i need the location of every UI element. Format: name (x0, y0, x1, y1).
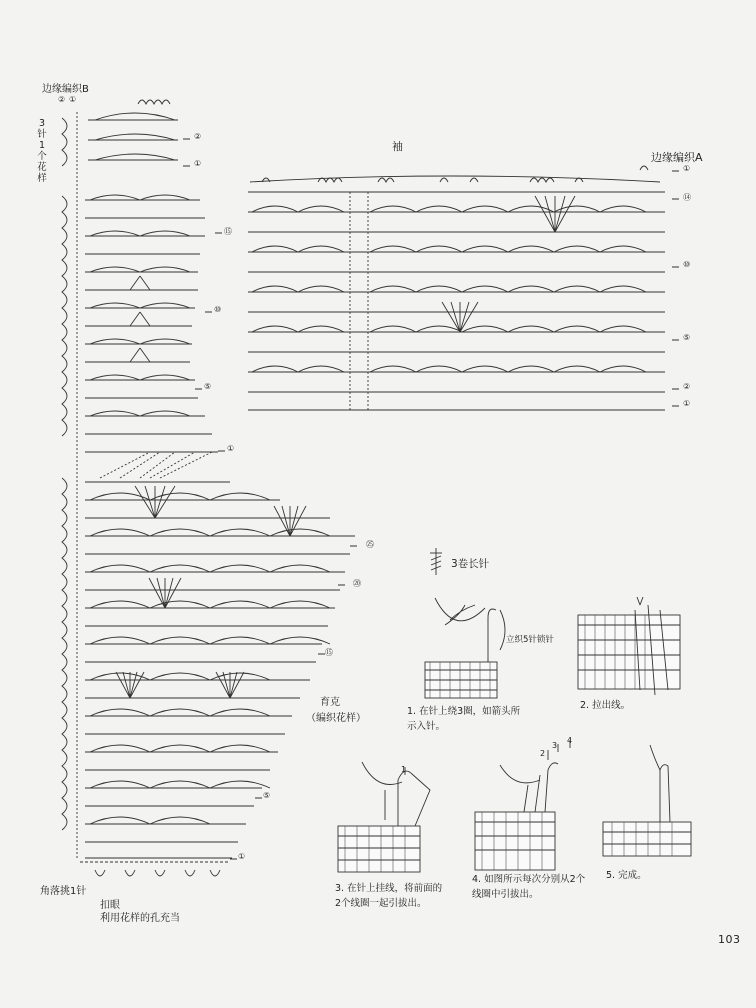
step-2-caption: 2. 拉出线。 (580, 700, 631, 711)
row-marker: ① (194, 159, 202, 168)
row-marker: ② (683, 382, 691, 391)
row-marker: ⑤ (683, 333, 691, 342)
yoke-subtitle: （编织花样） (306, 713, 366, 724)
edging-b-row-2: ② (58, 95, 66, 104)
edging-a-label: 边缘编织A (651, 151, 703, 164)
row-marker: ① (238, 852, 246, 861)
yoke-title: 育克 (320, 697, 340, 708)
page-number: 103 (718, 933, 741, 946)
buttonhole-label: 扣眼 (100, 900, 120, 911)
step-arrow-number: 4 (567, 736, 573, 745)
row-marker: ① (227, 444, 235, 453)
corner-label: 角落挑1针 (40, 886, 87, 897)
row-marker: ㉕ (366, 540, 374, 549)
row-marker: ⑤ (204, 382, 212, 391)
edging-b-row-1: ① (69, 95, 77, 104)
buttonhole-note: 利用花样的孔充当 (100, 913, 180, 924)
sleeve-label: 袖 (392, 140, 403, 153)
triple-treble-title: 3卷长针 (451, 558, 490, 570)
step-arrow-number: 1 (401, 765, 407, 774)
chain5-label: 立织5针锁针 (506, 635, 554, 645)
step-arrow-number: 2 (540, 749, 546, 758)
row-marker: ⑩ (214, 305, 222, 314)
row-marker: ⑮ (325, 648, 333, 657)
repeat-label: 3 针 1 个 花 样 (37, 118, 47, 184)
row-marker: ② (194, 132, 202, 141)
row-marker: ⑤ (263, 791, 271, 800)
row-marker: ① (683, 399, 691, 408)
step-4-caption: 4. 如图所示每次分别从2个 线圈中引拔出。 (472, 874, 586, 900)
step-5-caption: 5. 完成。 (606, 870, 647, 881)
row-marker: ① (683, 164, 691, 173)
row-marker: ⑳ (353, 579, 361, 588)
step-arrow-number: 3 (552, 741, 558, 750)
row-marker: ⑩ (683, 260, 691, 269)
step-1-caption: 1. 在针上绕3圈，如箭头所 示入针。 (407, 706, 521, 732)
row-marker: ⑮ (224, 227, 232, 236)
step-3-caption: 3. 在针上挂线，将前面的 2个线圈一起引拔出。 (335, 883, 443, 909)
row-marker: ⑭ (683, 193, 691, 202)
edging-b-label: 边缘编织B (42, 84, 89, 95)
